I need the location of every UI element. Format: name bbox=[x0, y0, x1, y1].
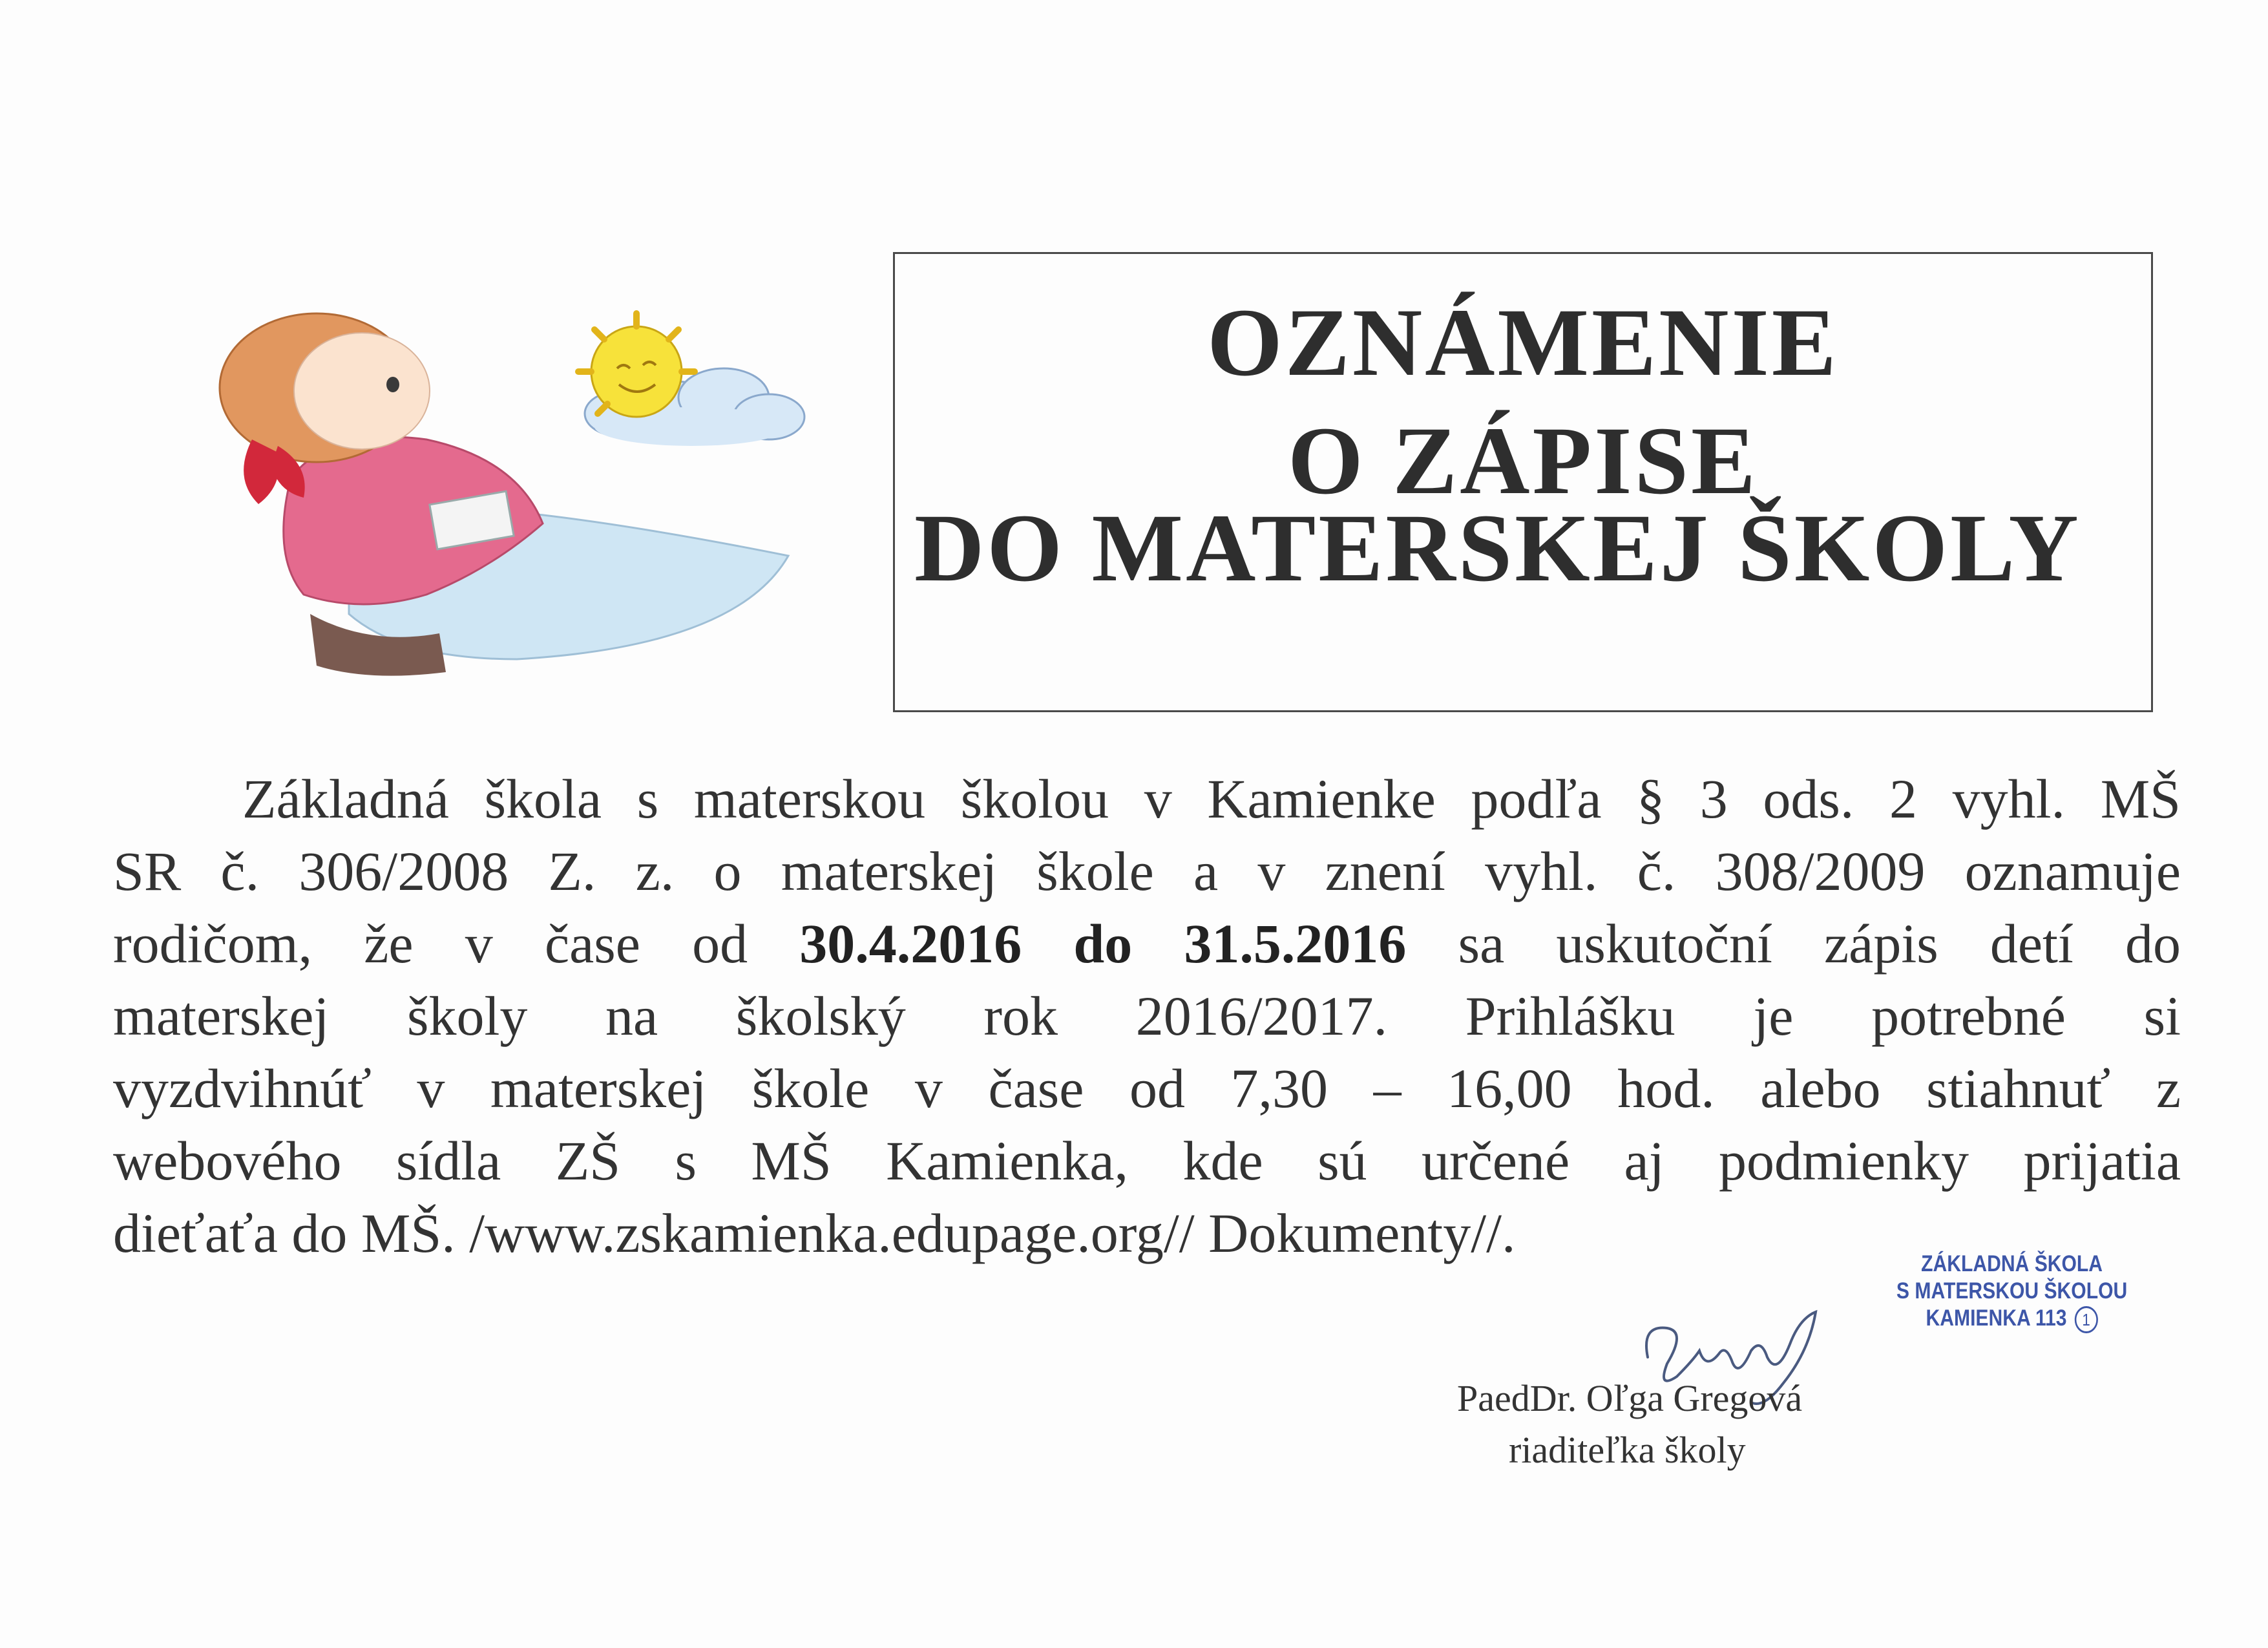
signatory-name: PaedDr. Oľga Gregová bbox=[1457, 1377, 1803, 1419]
body-line-3 bbox=[113, 907, 2181, 980]
title-line-enrollment: O ZÁPISE bbox=[1287, 407, 1759, 514]
body-line-1: Základná škola s materskou školou v Kamienke podľa § 3 ods. 2 vyhl. MŠ bbox=[242, 768, 2181, 830]
title-line-announcement: OZNÁMENIE bbox=[1207, 289, 1839, 396]
title-line-kindergarten: DO MATERSKEJ ŠKOLY bbox=[914, 494, 2081, 602]
body-line-3-end: sa uskutoční zápis detí do bbox=[1406, 913, 2181, 975]
body-line-7: dieťaťa do MŠ. /www.zskamienka.edupage.org// Dokumenty//. bbox=[113, 1202, 1516, 1264]
girl-with-sun-illustration bbox=[155, 310, 840, 685]
body-line-5: vyzdvihnúť v materskej škole v čase od 7,30 – 16,00 hod. alebo stiahnuť z bbox=[113, 1057, 2181, 1119]
body-line-2: SR č. 306/2008 Z. z. o materskej škole a v znení vyhl. č. 308/2009 oznamuje bbox=[113, 840, 2181, 902]
body-line-3-start: rodičom, že v čase od bbox=[113, 913, 800, 975]
stamp-number: 1 bbox=[2075, 1306, 2098, 1333]
stamp-line-2: S MATERSKOU ŠKOLOU bbox=[1896, 1278, 2128, 1304]
stamp-line-1: ZÁKLADNÁ ŠKOLA bbox=[1921, 1251, 2103, 1276]
stamp-address: KAMIENKA 113 bbox=[1926, 1305, 2067, 1331]
title-box bbox=[893, 252, 2153, 712]
signatory-role: riaditeľka školy bbox=[1509, 1429, 1746, 1471]
girl-figure-icon bbox=[220, 313, 788, 676]
enrollment-dates: 30.4.2016 do 31.5.2016 bbox=[799, 913, 1407, 975]
stamp-line-3 bbox=[1867, 1305, 2156, 1333]
body-line-4: materskej školy na školský rok 2016/2017. Prihlášku je potrebné si bbox=[113, 985, 2181, 1047]
body-line-6: webového sídla ZŠ s MŠ Kamienka, kde sú určené aj podmienky prijatia bbox=[113, 1130, 2181, 1192]
school-stamp bbox=[1867, 1251, 2156, 1333]
